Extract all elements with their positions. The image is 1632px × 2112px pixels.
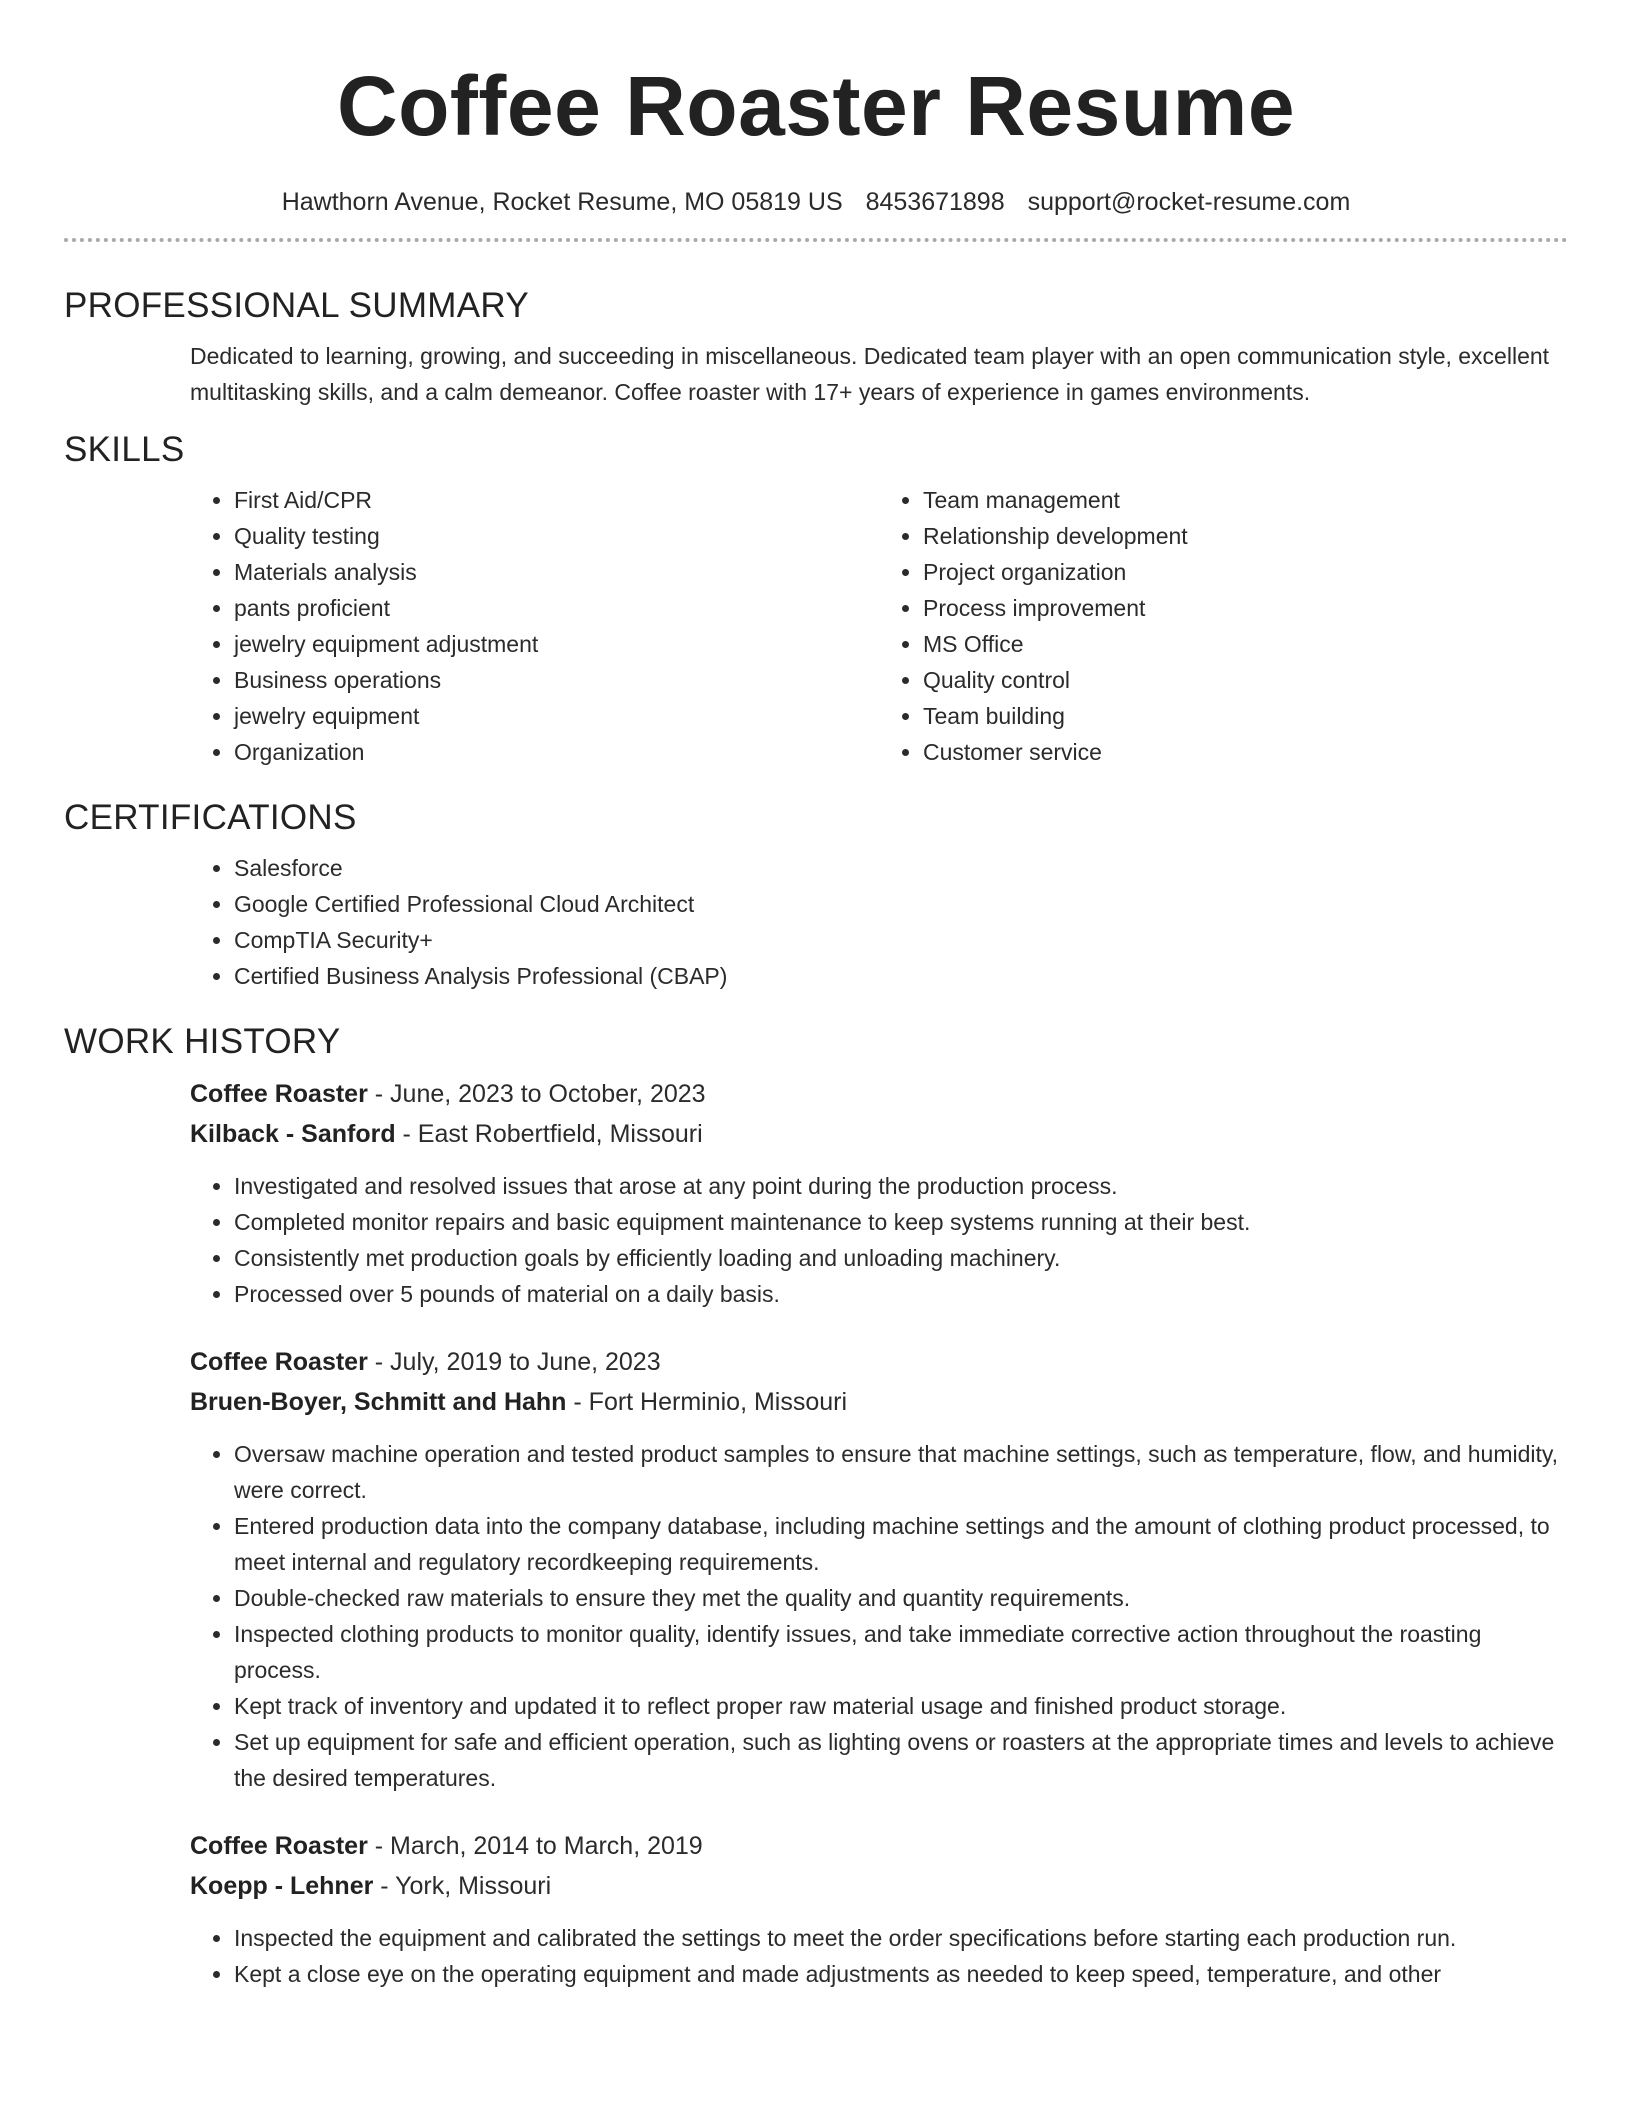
skill-item: • First Aid/CPR — [234, 482, 879, 518]
work-history-heading: WORK HISTORY — [64, 1022, 341, 1061]
job-duty: • Processed over 5 pounds of material on a daily basis. — [234, 1276, 1568, 1312]
job-duty: • Kept a close eye on the operating equipment and made adjustments as needed to keep speed, temperature, and other — [234, 1956, 1568, 1992]
job-role: Coffee Roaster — [190, 1832, 368, 1860]
contact-phone: 8453671898 — [865, 188, 1005, 216]
skill-item: • Quality testing — [234, 518, 879, 554]
job-company-line — [190, 1114, 1568, 1154]
skills-heading: SKILLS — [64, 430, 185, 469]
skill-item: • Organization — [234, 734, 879, 770]
job-location: - East Robertfield, Missouri — [395, 1120, 703, 1148]
skill-item: • MS Office — [923, 626, 1568, 662]
skill-item: • pants proficient — [234, 590, 879, 626]
skill-item: • Quality control — [923, 662, 1568, 698]
skill-item: • Relationship development — [923, 518, 1568, 554]
skill-item: • Project organization — [923, 554, 1568, 590]
summary-section — [190, 338, 1568, 410]
job-duty: • Double-checked raw materials to ensure they met the quality and quantity requirements. — [234, 1580, 1568, 1616]
job-company-line — [190, 1382, 1568, 1422]
job-duty: • Investigated and resolved issues that arose at any point during the production process. — [234, 1168, 1568, 1204]
contact-line — [64, 186, 1568, 218]
summary-heading: PROFESSIONAL SUMMARY — [64, 286, 529, 325]
job-company: Koepp - Lehner — [190, 1872, 374, 1900]
certification-item: • Certified Business Analysis Professional (CBAP) — [234, 958, 1568, 994]
job-company: Kilback - Sanford — [190, 1120, 396, 1148]
skill-item: • Business operations — [234, 662, 879, 698]
header-divider — [64, 238, 1568, 242]
job-title-line — [190, 1342, 1568, 1382]
job-entry — [190, 1074, 1568, 1312]
certifications-section — [190, 850, 1568, 994]
certification-item: • Salesforce — [234, 850, 1568, 886]
job-dates: - March, 2014 to March, 2019 — [367, 1832, 703, 1860]
job-duty: • Completed monitor repairs and basic equipment maintenance to keep systems running at their best. — [234, 1204, 1568, 1240]
job-duties — [190, 1168, 1568, 1312]
job-duty: • Inspected the equipment and calibrated the settings to meet the order specifications before starting each production run. — [234, 1920, 1568, 1956]
job-duties — [190, 1920, 1568, 1992]
skill-item: • Customer service — [923, 734, 1568, 770]
job-duty: • Inspected clothing products to monitor quality, identify issues, and take immediate corrective action throughout the roasting process. — [234, 1616, 1568, 1688]
job-role: Coffee Roaster — [190, 1348, 368, 1376]
certification-item: • Google Certified Professional Cloud Architect — [234, 886, 1568, 922]
job-duties — [190, 1436, 1568, 1796]
contact-address: Hawthorn Avenue, Rocket Resume, MO 05819 US — [281, 188, 843, 216]
resume-page — [64, 0, 1568, 1992]
job-title-line — [190, 1074, 1568, 1114]
skill-item: • Team building — [923, 698, 1568, 734]
resume-title: Coffee Roaster Resume — [336, 59, 1296, 153]
contact-email[interactable]: support@rocket-resume.com — [1027, 188, 1351, 216]
job-duty: • Entered production data into the company database, including machine settings and the amount of clothing product processed, to meet internal and regulatory recordkeeping requirements. — [234, 1508, 1568, 1580]
skills-list-left — [190, 482, 879, 770]
job-company: Bruen-Boyer, Schmitt and Hahn — [190, 1388, 567, 1416]
job-duty: • Oversaw machine operation and tested product samples to ensure that machine settings, such as temperature, flow, and humidity, were correct. — [234, 1436, 1568, 1508]
job-entry — [190, 1342, 1568, 1796]
skills-section — [190, 482, 1568, 770]
job-entry — [190, 1826, 1568, 1992]
skills-list-right — [879, 482, 1568, 770]
job-dates: - June, 2023 to October, 2023 — [367, 1080, 706, 1108]
summary-text: Dedicated to learning, growing, and succeeding in miscellaneous. Dedicated team player with an open communication style, excellent multitasking skills, and a calm demeanor. Coffee roaster with 17+ years of experience in games environments. — [190, 343, 1550, 405]
job-company-line — [190, 1866, 1568, 1906]
job-duty: • Kept track of inventory and updated it to reflect proper raw material usage and finished product storage. — [234, 1688, 1568, 1724]
job-title-line — [190, 1826, 1568, 1866]
job-dates: - July, 2019 to June, 2023 — [367, 1348, 661, 1376]
certification-item: • CompTIA Security+ — [234, 922, 1568, 958]
skill-item: • jewelry equipment — [234, 698, 879, 734]
certifications-heading: CERTIFICATIONS — [64, 798, 357, 837]
skill-item: • Process improvement — [923, 590, 1568, 626]
skill-item: • Team management — [923, 482, 1568, 518]
skill-item: • Materials analysis — [234, 554, 879, 590]
job-location: - York, Missouri — [373, 1872, 552, 1900]
job-location: - Fort Herminio, Missouri — [566, 1388, 848, 1416]
work-history-section — [190, 1074, 1568, 1992]
skill-item: • jewelry equipment adjustment — [234, 626, 879, 662]
job-duty: • Set up equipment for safe and efficient operation, such as lighting ovens or roasters at the appropriate times and levels to achieve the desired temperatures. — [234, 1724, 1568, 1796]
certifications-list — [190, 850, 1568, 994]
job-role: Coffee Roaster — [190, 1080, 368, 1108]
job-duty: • Consistently met production goals by efficiently loading and unloading machinery. — [234, 1240, 1568, 1276]
